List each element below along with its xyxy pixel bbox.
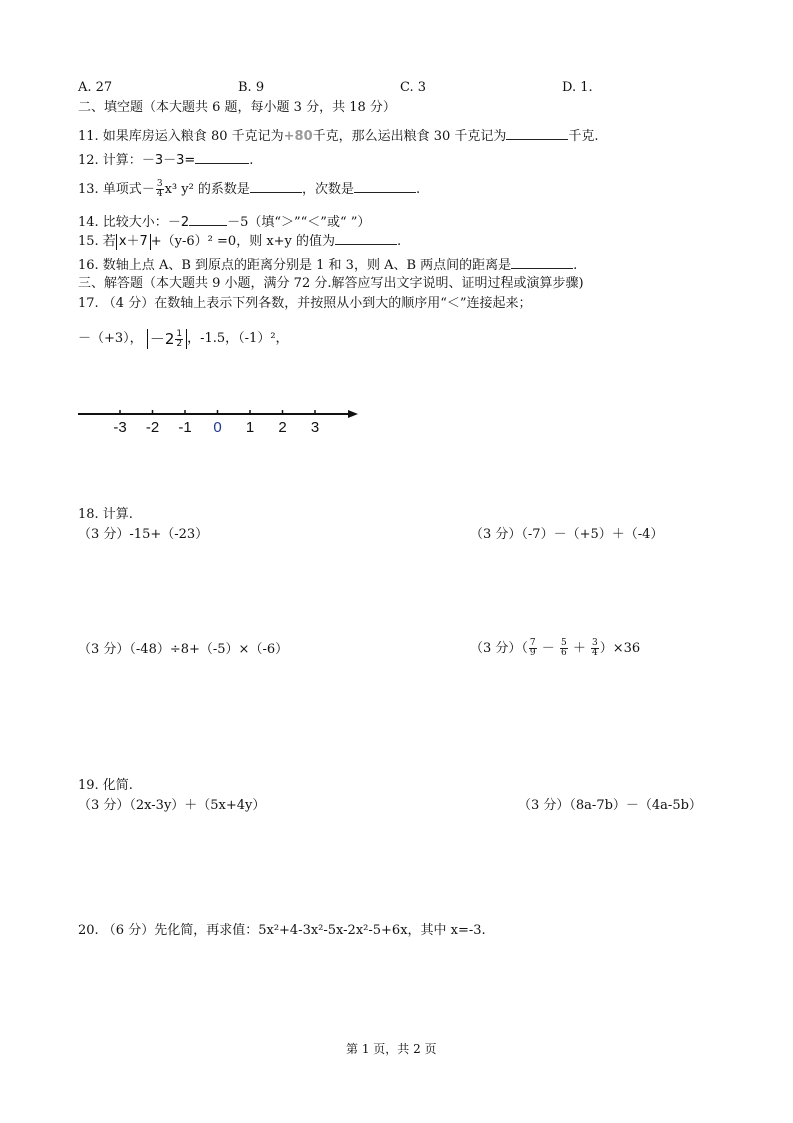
q18-frac-3: $\frac{3}{4}$ <box>591 638 598 658</box>
section-2-title: 二、填空题（本大题共 6 题，每小题 3 分，共 18 分） <box>78 100 396 115</box>
q16-post: . <box>573 258 578 273</box>
q17-n3: ，-1.5，（-1）²， <box>187 331 289 346</box>
q18-frac-1: $\frac{7}{9}$ <box>529 638 536 658</box>
question-17: 17. （4 分）在数轴上表示下列各数，并按照从小到大的顺序用“＜”连接起来； <box>78 296 532 311</box>
q14-a: －2 <box>167 215 190 230</box>
q11-post: 千克. <box>568 129 599 144</box>
axis-arrow-icon <box>348 410 358 418</box>
q13-pre: 13. 单项式 <box>78 182 142 197</box>
q11-value: +80 <box>283 129 313 144</box>
question-13 <box>78 180 420 199</box>
q11-blank[interactable] <box>506 128 568 140</box>
q15-abs: x＋7 <box>116 234 151 250</box>
number-line <box>76 402 361 442</box>
q18-part-1: （3 分）-15+（-23） <box>78 527 209 542</box>
axis-tick-label: -1 <box>178 419 192 436</box>
q18-frac-2: $\frac{5}{6}$ <box>560 638 567 658</box>
question-14 <box>78 214 370 229</box>
option-a: A. 27 <box>78 80 113 95</box>
q15-pre: 15. 若 <box>78 234 116 249</box>
question-18-title: 18. 计算. <box>78 507 133 522</box>
q19-part-2: （3 分）（8a-7b）－（4a-5b） <box>518 798 702 813</box>
page-footer: 第 1 页，共 2 页 <box>346 1042 437 1056</box>
q13-blank-coef[interactable] <box>250 181 302 193</box>
q18-part-4: （3 分）（ $\frac{7}{9}$ － $\frac{5}{6}$ ＋ $\frac{3}{4}$ ）×36 <box>470 638 641 658</box>
q11-mid: 千克，那么运出粮食 30 千克记为 <box>312 129 507 144</box>
q11-pre: 11. 如果库房运入粮食 80 千克记为 <box>78 129 284 144</box>
q13-minus: － <box>141 182 155 197</box>
axis-tick-label: -2 <box>145 419 160 436</box>
axis-tick-label: 0 <box>213 419 222 436</box>
q13-fraction: $\frac{3}{4}$ <box>156 179 163 199</box>
q13-post: . <box>415 182 421 197</box>
q15-mid: +（y-6）² =0，则 x+y 的值为 <box>150 234 336 249</box>
question-11 <box>78 128 599 143</box>
question-15 <box>78 233 401 251</box>
question-20: 20. （6 分）先化简，再求值：5x²+4-3x²-5x-2x²-5+6x，其中 x=-3. <box>78 923 486 938</box>
q14-blank[interactable] <box>189 214 227 226</box>
axis-tick-label: 3 <box>310 419 320 436</box>
option-b: B. 9 <box>238 80 265 95</box>
option-c: C. 3 <box>400 80 427 95</box>
option-d: D. 1. <box>562 80 593 95</box>
axis-tick-label: -3 <box>113 419 127 436</box>
q12-post: . <box>249 153 254 168</box>
section-3-title: 三、解答题（本大题共 9 小题，满分 72 分.解答应写出文字说明、证明过程或演算步骤) <box>78 276 584 291</box>
q15-blank[interactable] <box>335 233 397 245</box>
q12-expr: －3－3= <box>141 153 196 168</box>
q18-part-3: （3 分）（-48）÷8+（-5）×（-6） <box>78 642 289 657</box>
q16-blank[interactable] <box>511 257 573 269</box>
question-19-title: 19. 化简. <box>78 778 133 793</box>
q17-numbers <box>78 328 289 350</box>
q13-term: x³ y² 的系数是 <box>164 182 250 197</box>
axis-tick-label: 2 <box>278 419 287 436</box>
q14-pre: 14. 比较大小： <box>78 215 168 230</box>
q18-part-2: （3 分）（-7）－（+5）＋（-4） <box>470 527 664 542</box>
axis-tick-label: 1 <box>245 419 255 436</box>
q19-part-1: （3 分）（2x-3y）＋（5x+4y） <box>78 798 266 813</box>
q13-mid: ，次数是 <box>301 182 354 197</box>
q12-blank[interactable] <box>195 152 249 164</box>
question-12 <box>78 152 253 167</box>
q16-text: 16. 数轴上点 A、B 到原点的距离分别是 1 和 3，则 A、B 两点间的距离是 <box>78 258 512 273</box>
q15-post: . <box>397 234 402 249</box>
q17-n1: －（+3）， <box>78 331 143 346</box>
q13-blank-degree[interactable] <box>354 181 416 193</box>
q14-b: －5（填“＞”“＜”或“ ”） <box>227 215 371 230</box>
q12-pre: 12. 计算： <box>78 153 142 168</box>
q17-abs: －2 $\frac{1}{2}$ <box>147 329 187 349</box>
question-16 <box>78 257 577 272</box>
